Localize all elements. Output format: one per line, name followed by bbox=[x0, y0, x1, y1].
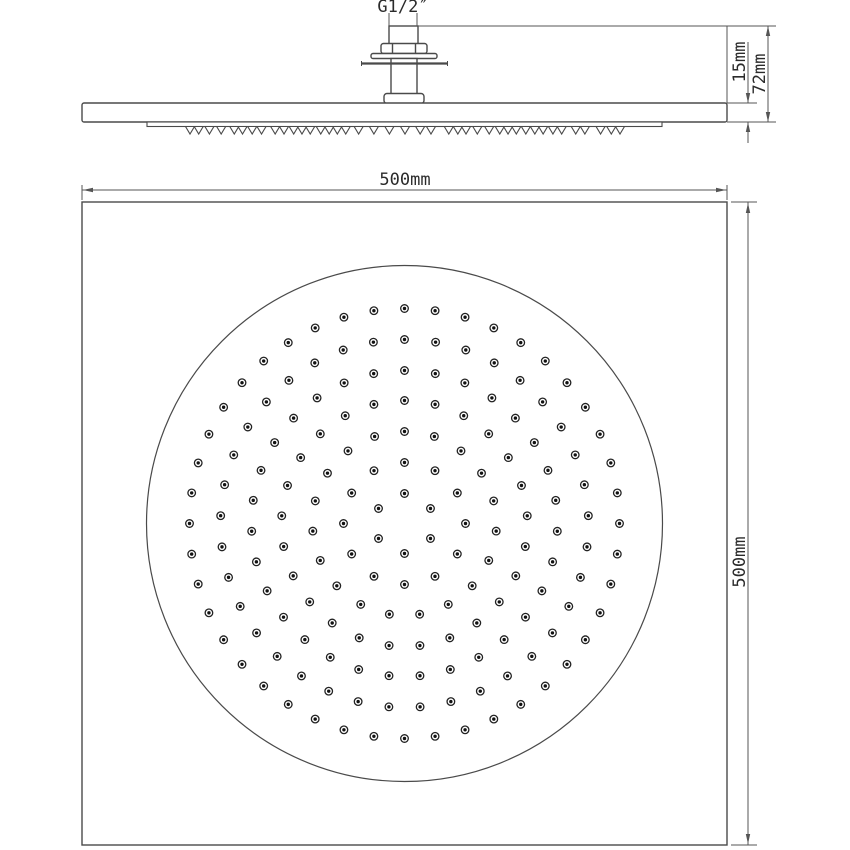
nozzle-hole bbox=[260, 357, 268, 365]
nozzle-hole bbox=[539, 398, 547, 406]
nozzle-hole bbox=[186, 520, 194, 528]
nozzle-hole bbox=[454, 489, 462, 497]
nozzle-hole bbox=[460, 412, 468, 420]
nozzle-hole bbox=[495, 598, 503, 606]
nozzle-hole bbox=[326, 653, 334, 661]
nozzle-hole bbox=[225, 574, 233, 582]
side-nozzle-tooth bbox=[453, 127, 462, 135]
nozzle-hole bbox=[457, 447, 465, 455]
side-nozzle-teeth bbox=[186, 127, 625, 135]
nozzle-hole bbox=[541, 682, 549, 690]
nozzle-hole bbox=[284, 482, 292, 490]
side-nozzle-tooth bbox=[257, 127, 266, 135]
nozzle-hole bbox=[531, 439, 539, 447]
side-nozzle-tooth bbox=[416, 127, 425, 135]
nozzle-hole bbox=[194, 459, 202, 467]
side-nozzle-tooth bbox=[580, 127, 589, 135]
nozzle-hole bbox=[324, 469, 332, 477]
nozzle-hole bbox=[431, 401, 439, 409]
ceiling-connector bbox=[361, 26, 448, 104]
nozzle-hole bbox=[557, 423, 565, 431]
nozzle-hole bbox=[355, 666, 363, 674]
nozzle-hole bbox=[549, 558, 557, 566]
nozzle-hole bbox=[278, 512, 286, 520]
side-nozzle-tooth bbox=[186, 127, 195, 135]
nozzle-hole bbox=[549, 629, 557, 637]
nozzle-hole bbox=[447, 666, 455, 674]
nozzle-hole bbox=[577, 574, 585, 582]
nozzle-hole bbox=[340, 379, 348, 387]
nozzle-hole bbox=[341, 412, 349, 420]
nozzle-hole bbox=[485, 430, 493, 438]
nozzle-hole bbox=[462, 520, 470, 528]
nozzle-hole bbox=[297, 454, 305, 462]
side-nozzle-tooth bbox=[557, 127, 566, 135]
side-nozzle-tooth bbox=[289, 127, 298, 135]
nozzle-hole bbox=[340, 313, 348, 321]
nozzle-hole bbox=[348, 489, 356, 497]
thread-size-label: G1/2″ bbox=[377, 0, 429, 17]
nozzle-hole bbox=[616, 520, 624, 528]
nozzle-hole bbox=[238, 379, 246, 387]
nozzle-hole bbox=[370, 307, 378, 315]
dim-arrow-up-icon bbox=[746, 122, 750, 132]
nozzle-hole bbox=[401, 397, 409, 405]
side-nozzle-tooth bbox=[616, 127, 625, 135]
nozzle-hole bbox=[607, 580, 615, 588]
side-nozzle-tooth bbox=[495, 127, 504, 135]
nozzle-hole bbox=[313, 394, 321, 402]
nozzle-hole bbox=[444, 601, 452, 609]
nozzle-hole bbox=[431, 307, 439, 315]
side-nozzle-tooth bbox=[297, 127, 306, 135]
nozzle-hole bbox=[473, 619, 481, 627]
nozzle-hole bbox=[492, 527, 500, 535]
nozzle-hole bbox=[306, 598, 314, 606]
side-nozzle-tooth bbox=[607, 127, 616, 135]
nozzle-hole bbox=[490, 715, 498, 723]
nozzle-hole bbox=[416, 642, 424, 650]
hex-nut bbox=[381, 44, 427, 54]
nozzle-hole bbox=[475, 653, 483, 661]
dim-arrow-left-icon bbox=[83, 188, 93, 192]
side-nozzle-tooth bbox=[325, 127, 334, 135]
nozzle-hole bbox=[416, 672, 424, 680]
nozzle-hole bbox=[565, 603, 573, 611]
nozzle-hole bbox=[385, 642, 393, 650]
nozzle-hole bbox=[490, 497, 498, 505]
nozzle-hole bbox=[370, 338, 378, 346]
threaded-pipe bbox=[389, 26, 418, 44]
plate-thickness-label: 15mm bbox=[730, 41, 750, 83]
nozzle-hole bbox=[522, 543, 530, 551]
side-nozzle-tooth bbox=[316, 127, 325, 135]
nozzle-hole bbox=[582, 636, 590, 644]
dim-arrow-down-icon bbox=[746, 834, 750, 844]
nozzle-hole bbox=[401, 550, 409, 558]
dim-arrow-up-icon bbox=[766, 26, 770, 36]
front-view bbox=[82, 202, 727, 845]
nozzle-hole bbox=[340, 520, 348, 528]
nozzle-hole bbox=[554, 527, 562, 535]
nozzle-hole bbox=[446, 634, 454, 642]
nozzle-hole bbox=[431, 467, 439, 475]
plate-depth-label: 500mm bbox=[730, 536, 750, 588]
nozzle-hole bbox=[248, 527, 256, 535]
nozzle-hole bbox=[311, 715, 319, 723]
nozzle-hole bbox=[517, 339, 525, 347]
nozzle-hole bbox=[488, 394, 496, 402]
nozzle-hole bbox=[581, 481, 589, 489]
nozzle-hole bbox=[431, 733, 439, 741]
shower-plate-side bbox=[82, 103, 727, 122]
nozzle-hole bbox=[485, 557, 493, 565]
nozzle-hole bbox=[312, 497, 320, 505]
nozzle-hole bbox=[528, 653, 536, 661]
nozzle-hole bbox=[325, 687, 333, 695]
nozzle-hole bbox=[614, 489, 622, 497]
side-nozzle-tooth bbox=[238, 127, 247, 135]
side-nozzle-tooth bbox=[571, 127, 580, 135]
side-nozzle-tooth bbox=[548, 127, 557, 135]
nozzle-hole bbox=[401, 459, 409, 467]
faceplate-side bbox=[147, 122, 662, 127]
nozzle-hole bbox=[285, 377, 293, 385]
nozzle-hole bbox=[544, 467, 552, 475]
nozzle-hole bbox=[522, 613, 530, 621]
nozzle-hole bbox=[462, 346, 470, 354]
nozzle-hole bbox=[339, 346, 347, 354]
nozzle-hole bbox=[311, 324, 319, 332]
nozzle-hole bbox=[552, 497, 560, 505]
nozzle-hole bbox=[317, 430, 325, 438]
nozzle-hole bbox=[220, 403, 228, 411]
side-nozzle-tooth bbox=[485, 127, 494, 135]
nozzle-hole bbox=[290, 414, 298, 422]
nozzle-hole bbox=[284, 339, 292, 347]
side-nozzle-tooth bbox=[512, 127, 521, 135]
overall-height-label: 72mm bbox=[750, 53, 770, 95]
nozzle-hole bbox=[505, 454, 513, 462]
nozzle-hole bbox=[260, 682, 268, 690]
nozzle-hole bbox=[386, 610, 394, 618]
side-nozzle-tooth bbox=[306, 127, 315, 135]
side-nozzle-tooth bbox=[217, 127, 226, 135]
nozzle-hole bbox=[205, 430, 213, 438]
nozzle-hole bbox=[218, 543, 226, 551]
nozzle-hole bbox=[238, 660, 246, 668]
nozzle-hole bbox=[431, 573, 439, 581]
nozzle-hole bbox=[385, 703, 393, 711]
nozzle-hole bbox=[370, 401, 378, 409]
side-nozzle-tooth bbox=[385, 127, 394, 135]
side-nozzle-tooth bbox=[341, 127, 350, 135]
nozzle-hole bbox=[518, 482, 526, 490]
side-nozzle-tooth bbox=[426, 127, 435, 135]
nozzle-hole bbox=[194, 580, 202, 588]
nozzle-hole bbox=[355, 634, 363, 642]
nozzle-hole bbox=[583, 543, 591, 551]
nozzle-hole bbox=[517, 701, 525, 709]
nozzle-hole bbox=[311, 359, 319, 367]
nozzle-hole bbox=[614, 550, 622, 558]
nozzle-hole bbox=[461, 726, 469, 734]
nozzle-hole bbox=[220, 636, 228, 644]
side-nozzle-tooth bbox=[230, 127, 239, 135]
nozzle-hole bbox=[401, 305, 409, 313]
nozzle-hole bbox=[427, 535, 435, 543]
nozzle-hole bbox=[523, 512, 531, 520]
nozzle-hole bbox=[401, 428, 409, 436]
nozzle-hole bbox=[370, 573, 378, 581]
side-nozzle-tooth bbox=[539, 127, 548, 135]
nozzle-hole bbox=[468, 582, 476, 590]
nozzle-hole bbox=[370, 733, 378, 741]
nozzle-hole bbox=[328, 619, 336, 627]
nozzle-hole bbox=[253, 558, 261, 566]
nozzle-hole bbox=[431, 433, 439, 441]
side-nozzle-tooth bbox=[473, 127, 482, 135]
nozzle-hole bbox=[280, 543, 288, 551]
nozzle-hole bbox=[461, 313, 469, 321]
nozzle-hole bbox=[249, 497, 257, 505]
nozzle-hole bbox=[370, 467, 378, 475]
nozzle-hole bbox=[504, 672, 512, 680]
nozzle-hole bbox=[416, 610, 424, 618]
nozzle-hole bbox=[447, 698, 455, 706]
nozzle-hole bbox=[221, 481, 229, 489]
nozzle-hole bbox=[205, 609, 213, 617]
nozzle-hole bbox=[500, 636, 508, 644]
nozzle-hole bbox=[512, 414, 520, 422]
nozzle-hole bbox=[280, 613, 288, 621]
side-nozzle-tooth bbox=[205, 127, 214, 135]
nozzle-hole bbox=[596, 609, 604, 617]
nozzle-hole bbox=[257, 467, 265, 475]
side-nozzle-tooth bbox=[194, 127, 203, 135]
nozzle-hole bbox=[298, 672, 306, 680]
nozzle-hole bbox=[490, 359, 498, 367]
nozzle-hole bbox=[316, 557, 324, 565]
side-nozzle-tooth bbox=[248, 127, 257, 135]
nozzle-hole bbox=[357, 601, 365, 609]
nozzle-hole bbox=[538, 587, 546, 595]
nozzle-hole bbox=[401, 735, 409, 743]
nozzle-hole bbox=[263, 587, 271, 595]
nozzle-hole bbox=[582, 403, 590, 411]
side-nozzle-tooth bbox=[369, 127, 378, 135]
side-nozzle-tooth bbox=[504, 127, 513, 135]
nozzle-hole bbox=[348, 550, 356, 558]
nozzle-hole bbox=[478, 469, 486, 477]
side-nozzle-tooth bbox=[596, 127, 605, 135]
side-nozzle-tooth bbox=[530, 127, 539, 135]
nozzle-hole bbox=[563, 660, 571, 668]
nozzle-hole bbox=[273, 653, 281, 661]
dim-arrow-up-icon bbox=[746, 203, 750, 213]
nozzle-hole bbox=[596, 430, 604, 438]
nozzle-hole bbox=[454, 550, 462, 558]
nozzle-hole bbox=[354, 698, 362, 706]
side-nozzle-tooth bbox=[280, 127, 289, 135]
nozzle-hole bbox=[236, 603, 244, 611]
nozzle-hole bbox=[401, 581, 409, 589]
nozzle-hole bbox=[512, 572, 520, 580]
nozzle-hole bbox=[271, 439, 279, 447]
side-nozzle-tooth bbox=[444, 127, 453, 135]
nozzle-hole bbox=[427, 505, 435, 513]
nozzle-hole bbox=[401, 367, 409, 375]
connector-base bbox=[384, 94, 424, 104]
nozzle-hole bbox=[431, 370, 439, 378]
nozzle-hole bbox=[490, 324, 498, 332]
dim-arrow-right-icon bbox=[716, 188, 726, 192]
nozzle-hole bbox=[344, 447, 352, 455]
side-nozzle-tooth bbox=[271, 127, 280, 135]
dim-arrow-down-icon bbox=[766, 112, 770, 122]
nozzle-hole bbox=[563, 379, 571, 387]
side-nozzle-tooth bbox=[401, 127, 410, 135]
nozzle-hole bbox=[230, 451, 238, 459]
shower-plate-face bbox=[82, 202, 727, 845]
nozzle-hole bbox=[432, 338, 440, 346]
nozzle-hole bbox=[340, 726, 348, 734]
nozzle-hole bbox=[375, 505, 383, 513]
nozzle-hole bbox=[217, 512, 225, 520]
nozzle-hole bbox=[607, 459, 615, 467]
nozzle-hole bbox=[401, 336, 409, 344]
side-nozzle-tooth bbox=[354, 127, 363, 135]
nozzle-hole bbox=[516, 377, 524, 385]
nozzle-hole bbox=[401, 490, 409, 498]
nozzle-hole bbox=[289, 572, 297, 580]
washer-flange bbox=[371, 54, 437, 59]
nozzle-hole bbox=[371, 433, 379, 441]
nozzle-hole bbox=[253, 629, 261, 637]
nozzle-hole bbox=[370, 370, 378, 378]
nozzle-hole bbox=[541, 357, 549, 365]
nozzle-hole bbox=[188, 550, 196, 558]
side-view bbox=[82, 26, 727, 134]
nozzle-hole bbox=[301, 636, 309, 644]
side-nozzle-tooth bbox=[462, 127, 471, 135]
nozzle-hole bbox=[375, 535, 383, 543]
nozzle-hole bbox=[263, 398, 271, 406]
nozzle-hole bbox=[476, 687, 484, 695]
nozzle-hole bbox=[188, 489, 196, 497]
plate-width-label: 500mm bbox=[379, 170, 431, 190]
nozzle-hole bbox=[385, 672, 393, 680]
side-nozzle-tooth bbox=[521, 127, 530, 135]
nozzle-hole bbox=[585, 512, 593, 520]
nozzle-hole bbox=[461, 379, 469, 387]
nozzle-hole bbox=[571, 451, 579, 459]
nozzle-hole bbox=[333, 582, 341, 590]
nozzle-hole bbox=[244, 423, 252, 431]
nozzle-hole bbox=[284, 701, 292, 709]
nozzle-hole bbox=[309, 527, 317, 535]
side-nozzle-tooth bbox=[333, 127, 342, 135]
nozzle-hole bbox=[416, 703, 424, 711]
